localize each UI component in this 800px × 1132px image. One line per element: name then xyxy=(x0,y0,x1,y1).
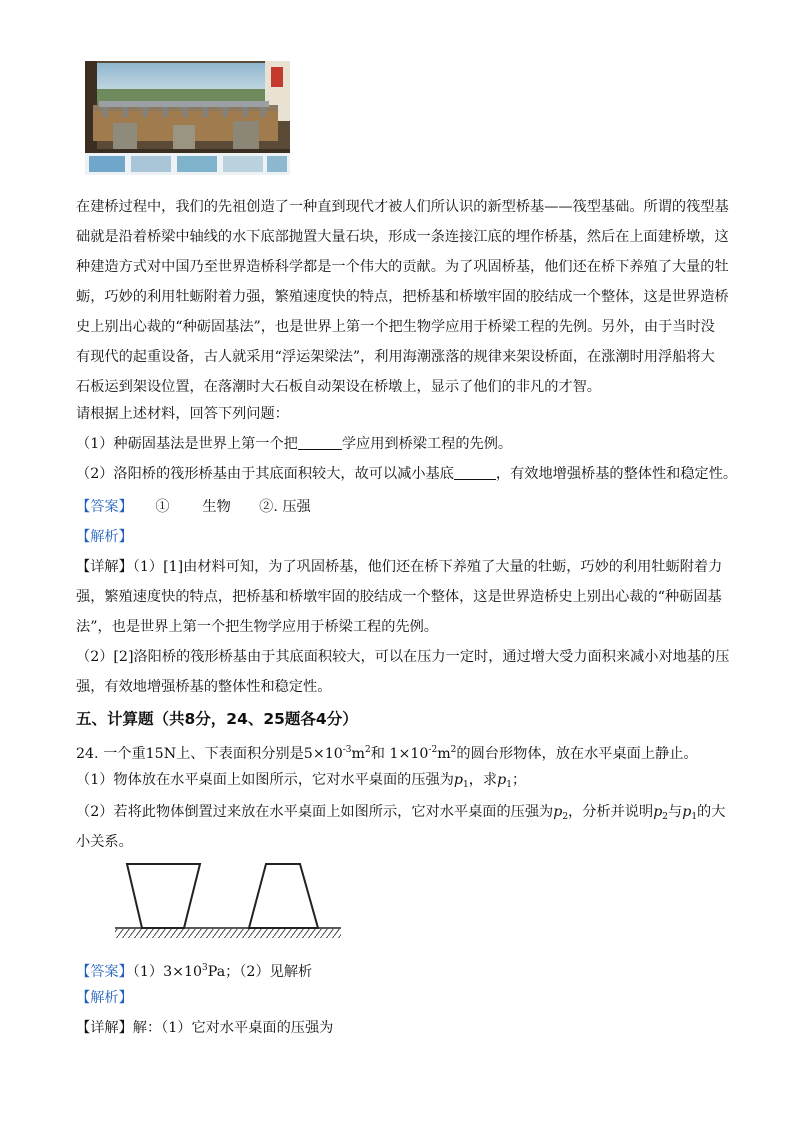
q23-detail-line: （2）[2]洛阳桥的筏形桥基由于其底面积较大，可以在压力一定时，通过增大受力面积来减小对地基的压 xyxy=(76,649,730,665)
passage-line: 史上别出心裁的“种砺固基法”，也是世界上第一个把生物学应用于桥梁工程的先例。另外，由于当时没 xyxy=(76,319,715,335)
q23-detail-line: 【详解】（1）[1]由材料可知，为了巩固桥基，他们还在桥下养殖了大量的牡蛎，巧妙的利用牡蛎附着力 xyxy=(76,559,723,575)
answer-blank xyxy=(298,435,342,450)
table-hatching xyxy=(115,929,341,938)
passage-line: 有现代的起重设备，古人就采用“浮运架梁法”，利用海潮涨落的规律来架设桥面，在涨潮时用浮船将大 xyxy=(76,349,715,365)
q23-detail-line: 法”，也是世界上第一个把生物学应用于桥梁工程的先例。 xyxy=(76,619,438,635)
frustum-inverted xyxy=(249,864,318,928)
passage-line: 种建造方式对中国乃至世界造桥科学都是一个伟大的贡献。为了巩固桥基，他们还在桥下养殖了大量的牡 xyxy=(76,259,729,275)
q24-sub1: （1）物体放在水平桌面上如图所示，它对水平桌面的压强为$p_1$，求$p_1$； xyxy=(76,772,527,790)
q24-sub2-cont: 小关系。 xyxy=(76,834,133,850)
section-title: 五、计算题（共8分，24、25题各4分） xyxy=(76,710,358,728)
q23-sub1: （1）种砺固基法是世界上第一个把 学应用到桥梁工程的先例。 xyxy=(76,436,513,452)
q24-answer: 【答案】$(1)3\times 10^3Pa$；（2）见解析 xyxy=(76,963,313,980)
q23-detail-line: 强，有效地增强桥基的整体性和稳定性。 xyxy=(76,679,332,695)
frustum-figure xyxy=(112,856,346,944)
q24-analysis-tag: 【解析】 xyxy=(76,990,133,1006)
q23-answer: 【答案】 ① 生物 ②. 压强 xyxy=(76,499,311,515)
bridge-model-photo xyxy=(85,61,290,175)
passage-line: 础就是沿着桥梁中轴线的水下底部抛置大量石块，形成一条连接江底的埋作桥基，然后在上面建桥墩，这 xyxy=(76,229,729,245)
frustum-upright xyxy=(127,864,200,928)
answer-blank xyxy=(454,465,496,480)
q24-stem: 24. 一个重15N上、下表面积分别是$5\times 10^{-3}m^2$和 $1\times 10^{-2}m^2$的圆台形物体，放在水平桌面上静止。 xyxy=(76,745,698,762)
q24-detail: 【详解】解：（1）它对水平桌面的压强为 xyxy=(76,1020,334,1036)
passage-line: 蛎，巧妙的利用牡蛎附着力强，繁殖速度快的特点，把桥基和桥墩牢固的胶结成一个整体，这是世界造桥 xyxy=(76,289,729,305)
question-prompt: 请根据上述材料，回答下列问题： xyxy=(76,406,289,422)
q23-detail-line: 强，繁殖速度快的特点，把桥基和桥墩牢固的胶结成一个整体，这是世界造桥史上别出心裁的“种砺固基 xyxy=(76,589,722,605)
q23-analysis-tag: 【解析】 xyxy=(76,529,133,545)
q23-sub2: （2）洛阳桥的筏形桥基由于其底面积较大，故可以减小基底 ，有效地增强桥基的整体性和稳定性。 xyxy=(76,466,738,482)
q24-sub2: （2）若将此物体倒置过来放在水平桌面上如图所示，它对水平桌面的压强为$p_2$，分析并说明$p_2$与$p_1$的大 xyxy=(76,804,726,822)
passage-line: 石板运到架设位置，在落潮时大石板自动架设在桥墩上，显示了他们的非凡的才智。 xyxy=(76,379,601,395)
passage-line: 在建桥过程中，我们的先祖创造了一种直到现代才被人们所认识的新型桥基——筏型基础。所谓的筏型基 xyxy=(76,199,729,215)
